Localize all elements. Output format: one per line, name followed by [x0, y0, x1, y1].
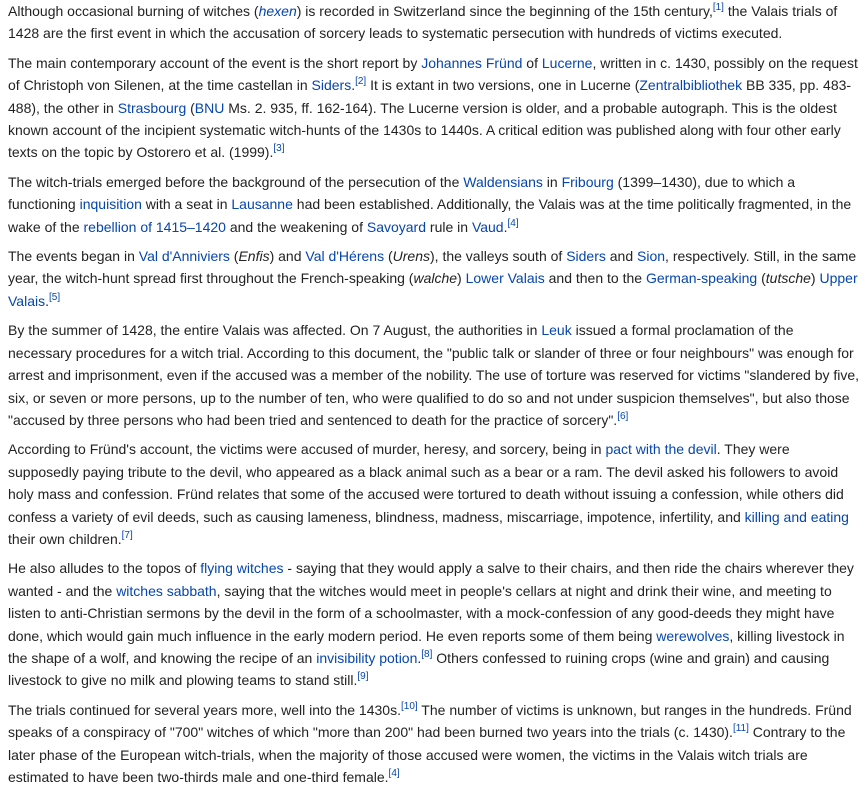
wiki-link[interactable]: invisibility potion	[316, 649, 418, 666]
citation-link[interactable]: [9]	[357, 671, 369, 683]
body-text: . They were supposedly paying tribute to the devil, who appeared as a black animal such as a bear or a ram. The devil asked his followers to avoid holy mass and confession. Fründ relates that some of the accused were tortured to death without issuing a confession, while others did confess a variety of evil deeds, such as causing lameness, blindness, madness, miscarriage, impotence, infertility, and	[8, 441, 844, 525]
wiki-link[interactable]: Zentralbibliothek	[639, 77, 743, 94]
body-text: their own children.	[8, 530, 122, 547]
paragraph	[8, 699, 860, 789]
wiki-link[interactable]: pact with the devil	[605, 441, 717, 458]
paragraph	[8, 438, 860, 550]
body-text: BB 335, pp. 483-488), the other in	[8, 77, 852, 116]
citation-link[interactable]: [3]	[273, 143, 285, 155]
body-text: The main contemporary account of the event is the short report by	[8, 54, 422, 71]
wiki-link[interactable]: Waldensians	[463, 173, 543, 190]
body-text: According to Fründ's account, the victims were accused of murder, heresy, and sorcery, being in	[8, 441, 606, 458]
body-text: in	[542, 173, 562, 190]
body-text: The number of victims is unknown, but ranges in the hundreds. Fründ speaks of a conspiracy of "700" witches of which "more than 200" had been burned two years into the trials (c. 1430).	[8, 701, 852, 741]
body-text: )	[810, 270, 820, 287]
wiki-link[interactable]: BNU	[194, 99, 225, 116]
wiki-link[interactable]: Johannes Fründ	[421, 54, 523, 71]
body-text: Ms. 2. 935, ff. 162-164). The Lucerne version is older, and a probable autograph. This is the oldest known account of the incipient systematic witch-hunts of the 1430s to 1440s. A critical edition was published along with four other early texts on the topic by Ostorero et al. (1999).	[8, 99, 841, 161]
citation-ref	[508, 218, 519, 229]
wiki-link[interactable]: Savoyard	[366, 218, 427, 235]
citation-link[interactable]: [11]	[732, 723, 749, 735]
body-text: The witch-trials emerged before the background of the persecution of the	[8, 173, 464, 190]
wiki-link[interactable]: witches sabbath	[116, 582, 217, 599]
body-text: .	[45, 292, 49, 309]
wiki-link[interactable]: killing and eating	[744, 508, 849, 525]
wiki-link[interactable]: Strasbourg	[117, 99, 187, 116]
body-text: had been established. Additionally, the Valais was at the time politically fragmented, in the wake of the	[8, 196, 852, 235]
italic-text: walche	[413, 270, 458, 287]
citation-ref	[617, 411, 628, 422]
paragraph	[8, 171, 860, 238]
italic-text: Urens	[392, 248, 430, 265]
body-text: (1399–1430), due to which a functioning	[8, 173, 796, 213]
citation-ref	[733, 723, 749, 734]
body-text: rule in	[426, 218, 472, 235]
italic-text: tutsche	[765, 270, 811, 287]
wiki-link[interactable]: flying witches	[200, 560, 284, 577]
citation-ref	[273, 143, 284, 154]
body-text: Contrary to the later phase of the European witch-trials, when the majority of those accused were women, the victims in the Valais witch trials are estimated to have been two-thirds male and one-third female.	[8, 724, 846, 785]
citation-ref	[122, 530, 133, 541]
body-text: By the summer of 1428, the entire Valais was affected. On 7 August, the authorities in	[8, 322, 542, 339]
wiki-link[interactable]: werewolves	[656, 627, 730, 644]
wiki-link[interactable]: Fribourg	[561, 173, 614, 190]
body-text: It is extant in two versions, one in Lucerne (	[366, 77, 640, 94]
body-text: issued a formal proclamation of the necessary procedures for a witch trial. According to this document, the "public talk or slander of three or four neighbours" was enough for arrest and imprisonment, even if the accused was a member of the nobility. The use of torture was reserved for victims "slandered by five, six, or seven or more persons, up to the number of ten, who were qualified to do so and not under suspicion themselves", but also those "accused by three persons who had been tried and sentenced to death for the practice of sorcery".	[8, 322, 860, 428]
wiki-link[interactable]: Lucerne	[541, 54, 593, 71]
body-text: and then to the	[544, 270, 646, 287]
body-text: .	[503, 218, 508, 235]
body-text: )	[457, 270, 466, 287]
citation-ref	[713, 2, 724, 13]
citation-link[interactable]: [10]	[400, 700, 418, 712]
citation-ref	[49, 292, 60, 303]
wiki-link[interactable]: Val d'Hérens	[305, 248, 385, 265]
citation-link[interactable]: [7]	[121, 529, 133, 541]
body-text: , killing livestock in the shape of a wolf, and knowing the recipe of an	[8, 627, 845, 666]
paragraph	[8, 319, 860, 431]
body-text: the Valais trials of 1428 are the first event in which the accusation of sorcery leads to systematic persecution with hundreds of victims executed.	[8, 3, 838, 42]
body-text: (	[384, 248, 393, 265]
body-text: The trials continued for several years more, well into the 1430s.	[8, 701, 401, 718]
wiki-link[interactable]: Upper Valais	[8, 270, 858, 309]
italic-text: Enfis	[238, 248, 270, 265]
citation-ref	[401, 701, 418, 712]
body-text: , written in c. 1430, possibly on the request of Christoph von Silenen, at the time castellan in	[8, 54, 858, 94]
body-text: , saying that the witches would meet in people's cellars at night and drink their wine, and meeting to listen to anti-Christian sermons by the devil in the form of a schoolmaster, with a mock-confession of any good-deeds they might have done, which would gain much influence in the early modern period. He even reports some of them being	[8, 582, 835, 644]
body-text: ), the valleys south of	[430, 248, 567, 265]
body-text: ) is recorded in Switzerland since the beginning of the 15th century,	[296, 3, 713, 19]
body-text: (	[757, 270, 766, 287]
body-text: , respectively. Still, in the same year, the witch-hunt spread first throughout the French-speaking (	[8, 248, 857, 287]
wiki-link[interactable]: Leuk	[541, 322, 572, 339]
citation-link[interactable]: [4]	[388, 768, 400, 779]
citation-link[interactable]: [5]	[48, 291, 61, 303]
citation-link[interactable]: [6]	[617, 410, 629, 422]
paragraph	[8, 557, 860, 691]
citation-ref	[357, 671, 368, 682]
wiki-link[interactable]: Vaud	[471, 218, 504, 235]
citation-ref	[355, 76, 366, 87]
wiki-link[interactable]: Lower Valais	[465, 270, 545, 287]
citation-ref	[389, 768, 400, 779]
citation-link[interactable]: [1]	[712, 2, 724, 13]
citation-link[interactable]: [8]	[421, 648, 433, 660]
body-text: Although occasional burning of witches (	[8, 3, 259, 19]
paragraph	[8, 52, 860, 164]
wiki-link[interactable]: Lausanne	[231, 196, 293, 213]
body-text: and	[605, 248, 638, 265]
body-text: ) and	[269, 248, 306, 265]
body-text: - saying that they would apply a salve to their chairs, and then ride the chairs wherever they wanted - and the	[8, 560, 854, 599]
paragraph	[8, 245, 860, 312]
wiki-link[interactable]: Val d'Anniviers	[138, 248, 230, 265]
wiki-link[interactable]: Siders	[566, 248, 606, 265]
wiki-link[interactable]: German-speaking	[645, 270, 758, 287]
paragraph	[8, 0, 860, 45]
wiki-link[interactable]: Sion	[637, 248, 666, 265]
citation-link[interactable]: [2]	[355, 76, 367, 88]
citation-link[interactable]: [4]	[507, 217, 519, 229]
body-text: Others confessed to ruining crops (wine and grain) and causing livestock to give no milk and plowing teams to stand still.	[8, 649, 830, 689]
body-text: and the weakening of	[225, 218, 367, 235]
wiki-link[interactable]: hexen	[258, 3, 297, 19]
body-text: He also alludes to the topos of	[8, 560, 201, 577]
body-text: .	[417, 649, 422, 666]
wiki-link[interactable]: Siders	[311, 77, 352, 94]
body-text: .	[351, 77, 356, 94]
body-text: with a seat in	[141, 196, 232, 213]
wiki-link[interactable]: inquisition	[79, 196, 142, 213]
body-text: of	[522, 54, 542, 71]
wiki-link[interactable]: rebellion of 1415–1420	[83, 218, 226, 235]
citation-ref	[421, 649, 432, 660]
body-text: (	[229, 248, 239, 265]
body-text: (	[186, 99, 195, 116]
body-text: The events began in	[8, 248, 139, 265]
